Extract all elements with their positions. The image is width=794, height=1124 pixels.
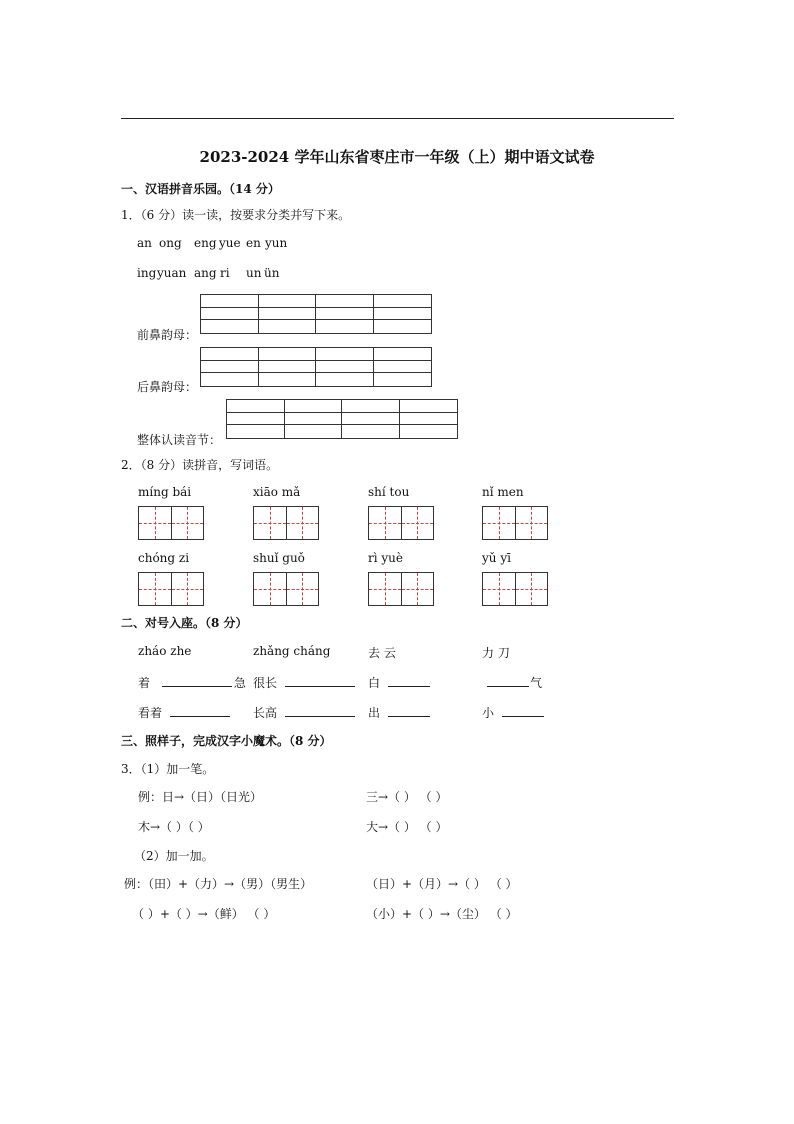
match-header: 力 刀 xyxy=(482,646,510,660)
pinyin-prompt: xiāo mǎ xyxy=(253,485,301,499)
answer-blank[interactable] xyxy=(388,674,430,687)
pinyin-prompt: rì yuè xyxy=(368,551,403,565)
pinyin-item: yue xyxy=(219,236,241,250)
q3-stem: 3．（1）加一笔。 xyxy=(121,762,215,776)
pinyin-prompt: nǐ men xyxy=(482,485,524,499)
match-header: zháo zhe xyxy=(138,644,192,658)
section2-heading: 二、对号入座。（8 分） xyxy=(121,616,248,630)
match-row1-col4 xyxy=(487,674,542,691)
match-word: 急 xyxy=(233,676,246,690)
tianzige-box[interactable] xyxy=(138,506,204,540)
page-title: 2023-2024 学年山东省枣庄市一年级（上）期中语文试卷 xyxy=(199,148,595,166)
back-nasal-label: 后鼻韵母： xyxy=(137,380,198,394)
match-row2-col4 xyxy=(482,704,544,721)
pinyin-item: an xyxy=(137,236,152,250)
answer-blank[interactable] xyxy=(487,674,529,687)
whole-syllable-answer-grid[interactable] xyxy=(226,399,458,439)
match-word: 小 xyxy=(482,706,495,720)
match-word: 看着 xyxy=(138,706,163,720)
q1-stem: 1．（6 分）读一读，按要求分类并写下来。 xyxy=(121,208,351,222)
answer-blank[interactable] xyxy=(170,704,230,717)
match-word: 出 xyxy=(368,706,381,720)
whole-syllable-label: 整体认读音节： xyxy=(137,433,222,447)
match-header: 去 云 xyxy=(368,646,396,660)
match-word: 白 xyxy=(368,676,381,690)
pinyin-item: un xyxy=(246,266,262,280)
pinyin-item: eng xyxy=(194,236,217,250)
pinyin-item: yun xyxy=(265,236,288,250)
header-rule xyxy=(121,118,674,119)
front-nasal-answer-grid[interactable] xyxy=(200,294,432,334)
pinyin-prompt: míng bái xyxy=(138,485,192,499)
tianzige-box[interactable] xyxy=(138,572,204,606)
match-row2-col3 xyxy=(368,704,430,721)
answer-blank[interactable] xyxy=(162,674,232,687)
answer-blank[interactable] xyxy=(502,704,544,717)
pinyin-item: ong xyxy=(159,236,182,250)
tianzige-box[interactable] xyxy=(253,506,319,540)
pinyin-item: ün xyxy=(264,266,280,280)
back-nasal-answer-grid[interactable] xyxy=(200,347,432,387)
match-row2-col1 xyxy=(138,704,230,721)
exercise-combine[interactable]: （小）+（ ）→（尘） （ ） xyxy=(366,907,518,921)
exercise-combine[interactable]: （日）+（月）→（ ） （ ） xyxy=(366,877,518,891)
pinyin-prompt: shuǐ guǒ xyxy=(253,551,305,565)
match-header: zhǎng cháng xyxy=(253,644,331,658)
pinyin-item: yuan xyxy=(157,266,187,280)
match-row1-col2 xyxy=(253,674,355,691)
example-add-stroke: 例：日→（日）（日光） xyxy=(138,790,263,804)
match-row2-col2 xyxy=(253,704,355,721)
pinyin-item: en xyxy=(246,236,261,250)
section1-heading: 一、汉语拼音乐园。（14 分） xyxy=(121,182,280,196)
answer-blank[interactable] xyxy=(285,674,355,687)
match-row1-col1 xyxy=(138,674,246,691)
tianzige-box[interactable] xyxy=(368,572,434,606)
pinyin-item: ri xyxy=(220,266,230,280)
pinyin-prompt: shí tou xyxy=(368,485,410,499)
exercise-add-stroke[interactable]: 木→（ ）（ ） xyxy=(138,820,210,834)
front-nasal-label: 前鼻韵母： xyxy=(137,328,198,342)
tianzige-box[interactable] xyxy=(368,506,434,540)
exercise-combine[interactable]: （ ）+（ ）→（鲜） （ ） xyxy=(132,907,276,921)
example-combine: 例：（田）+（力）→（男）（男生） xyxy=(124,877,313,891)
exercise-add-stroke[interactable]: 三→（ ） （ ） xyxy=(366,790,448,804)
match-word: 着 xyxy=(138,676,151,690)
q3-sub2: （2）加一加。 xyxy=(134,849,214,863)
match-word: 长高 xyxy=(253,706,278,720)
answer-blank[interactable] xyxy=(388,704,430,717)
tianzige-box[interactable] xyxy=(253,572,319,606)
pinyin-prompt: yǔ yī xyxy=(482,551,511,565)
answer-blank[interactable] xyxy=(285,704,355,717)
pinyin-item: ing xyxy=(137,266,157,280)
match-row1-col3 xyxy=(368,674,430,691)
section3-heading: 三、照样子，完成汉字小魔术。（8 分） xyxy=(121,734,332,748)
tianzige-box[interactable] xyxy=(482,506,548,540)
exercise-add-stroke[interactable]: 大→（ ） （ ） xyxy=(366,820,448,834)
tianzige-box[interactable] xyxy=(482,572,548,606)
pinyin-item: ang xyxy=(194,266,217,280)
match-word: 气 xyxy=(530,676,543,690)
q2-stem: 2．（8 分）读拼音，写词语。 xyxy=(121,458,279,472)
match-word: 很长 xyxy=(253,676,278,690)
pinyin-prompt: chóng zi xyxy=(138,551,190,565)
